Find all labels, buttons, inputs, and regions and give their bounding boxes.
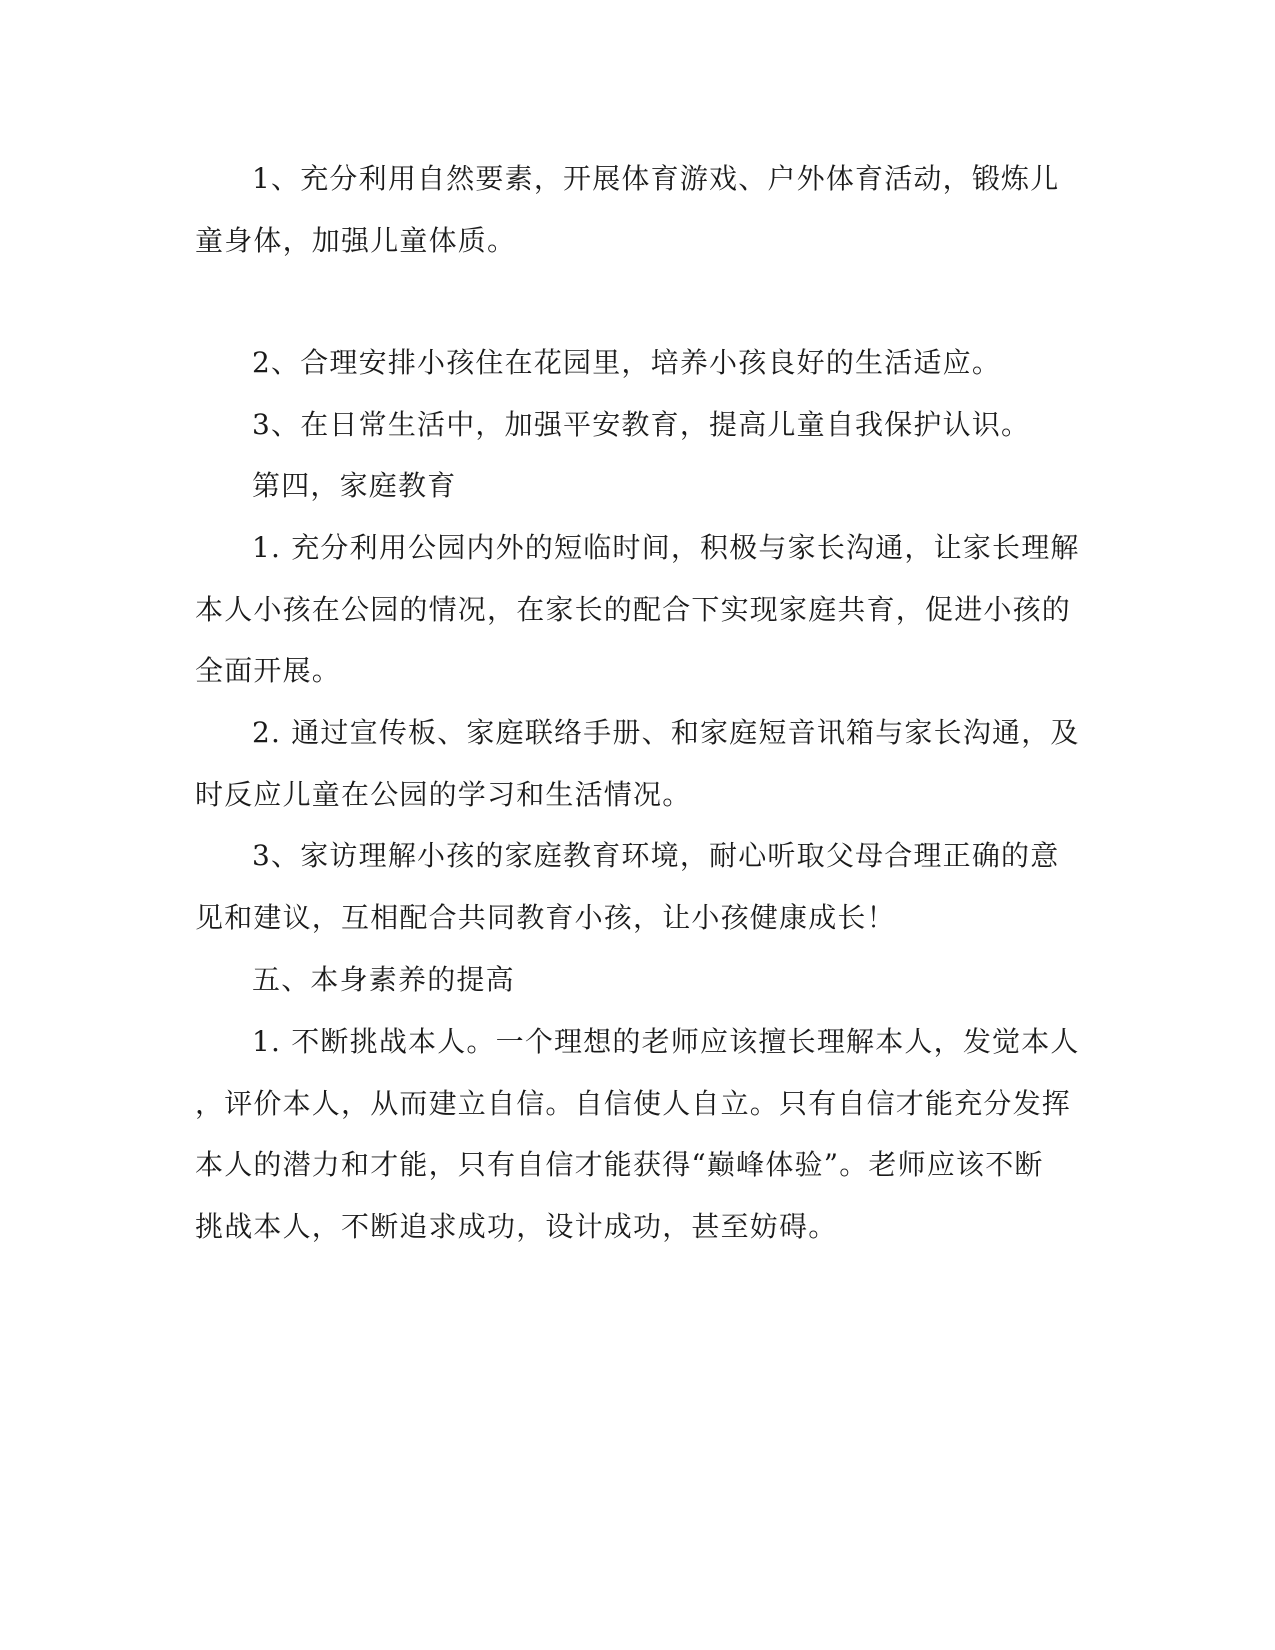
text-line: 1、充分利用自然要素，开展体育游戏、户外体育活动，锻炼儿	[252, 162, 1060, 195]
text-line: 1. 不断挑战本人。一个理想的老师应该擅长理解本人，发觉本人	[252, 1025, 1080, 1058]
text-line: ，评价本人，从而建立自信。自信使人自立。只有自信才能充分发挥	[195, 1087, 1072, 1120]
text-line: 全面开展。	[195, 654, 342, 687]
text-line: 2、合理安排小孩住在花园里，培养小孩良好的生活适应。	[252, 346, 1002, 379]
section-heading: 五、本身素养的提高	[252, 963, 515, 996]
text-line: 2. 通过宣传板、家庭联络手册、和家庭短音讯箱与家长沟通，及	[252, 716, 1080, 749]
section-heading: 第四，家庭教育	[252, 469, 457, 502]
text-line: 时反应儿童在公园的学习和生活情况。	[195, 778, 692, 811]
text-line: 童身体，加强儿童体质。	[195, 224, 517, 257]
text-line: 本人的潜力和才能，只有自信才能获得“巅峰体验”。老师应该不断	[195, 1148, 1044, 1181]
text-line: 见和建议，互相配合共同教育小孩，让小孩健康成长！	[195, 901, 896, 934]
text-line: 3、在日常生活中，加强平安教育，提高儿童自我保护认识。	[252, 408, 1031, 441]
text-line: 1. 充分利用公园内外的短临时间，积极与家长沟通，让家长理解	[252, 531, 1080, 564]
text-line: 3、家访理解小孩的家庭教育环境，耐心听取父母合理正确的意	[252, 839, 1060, 872]
text-line: 本人小孩在公园的情况，在家长的配合下实现家庭共育，促进小孩的	[195, 593, 1072, 626]
text-line: 挑战本人，不断追求成功，设计成功，甚至妨碍。	[195, 1210, 838, 1243]
